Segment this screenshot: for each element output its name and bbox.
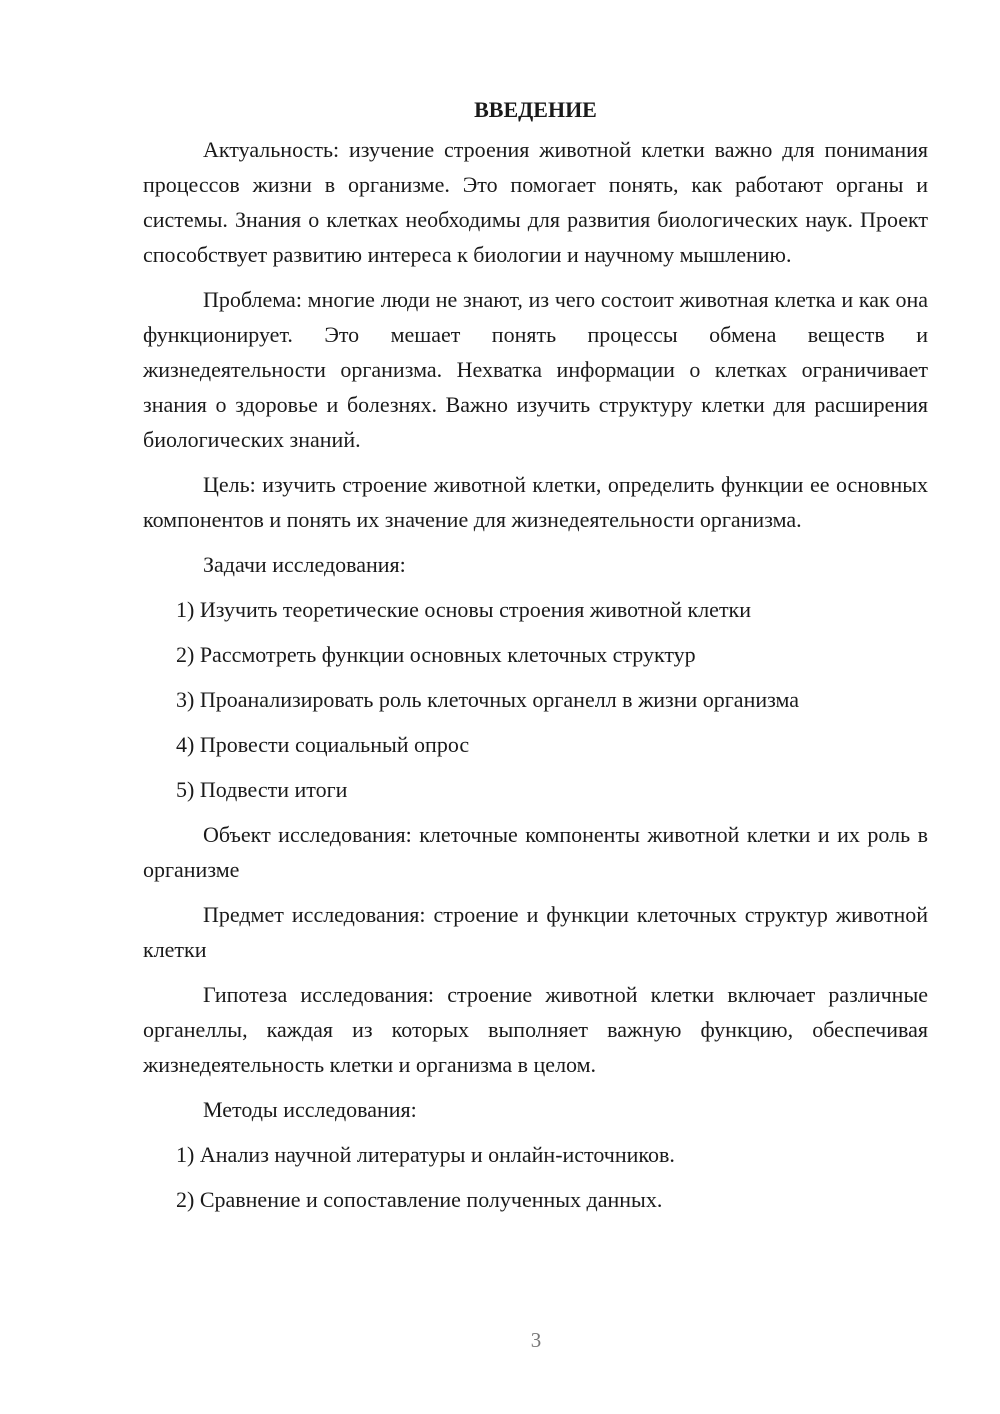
tasks-heading: Задачи исследования:: [203, 552, 406, 577]
methods-list: [143, 1137, 928, 1217]
tasks-list: [143, 592, 928, 807]
problem-paragraph: Проблема: многие люди не знают, из чего состоит животная клетка и как она функционирует. Это мешает понять процессы обмена веществ и жизнедеятельности организма. Нехватка информации о клетках ограничивает знания о здоровье и болезнях. Важно изучить структуру клетки для расширения биологических знаний.: [143, 287, 928, 452]
task-item: 2) Рассмотреть функции основных клеточных структур: [176, 642, 696, 667]
hypothesis-paragraph: Гипотеза исследования: строение животной клетки включает различные органеллы, каждая из которых выполняет важную функцию, обеспечивая жизнедеятельность клетки и организма в целом.: [143, 982, 928, 1077]
page-number: 3: [530, 1328, 542, 1352]
method-item: 2) Сравнение и сопоставление полученных данных.: [176, 1187, 663, 1212]
section-title: ВВЕДЕНИЕ: [474, 97, 597, 122]
task-item: 3) Проанализировать роль клеточных органелл в жизни организма: [176, 687, 800, 712]
methods-heading: Методы исследования:: [203, 1097, 417, 1122]
object-paragraph: Объект исследования: клеточные компоненты животной клетки и их роль в организме: [143, 822, 928, 882]
page-content: [143, 92, 928, 1227]
task-item: 5) Подвести итоги: [176, 777, 348, 802]
method-item: 1) Анализ научной литературы и онлайн-источников.: [176, 1142, 675, 1167]
goal-paragraph: Цель: изучить строение животной клетки, определить функции ее основных компонентов и понять их значение для жизнедеятельности организма.: [143, 472, 928, 532]
relevance-paragraph: Актуальность: изучение строения животной клетки важно для понимания процессов жизни в организме. Это помогает понять, как работают органы и системы. Знания о клетках необходимы для развития биологических наук. Проект способствует развитию интереса к биологии и научному мышлению.: [143, 137, 928, 267]
task-item: 1) Изучить теоретические основы строения животной клетки: [176, 597, 752, 622]
subject-paragraph: Предмет исследования: строение и функции клеточных структур животной клетки: [143, 902, 928, 962]
task-item: 4) Провести социальный опрос: [176, 732, 470, 757]
